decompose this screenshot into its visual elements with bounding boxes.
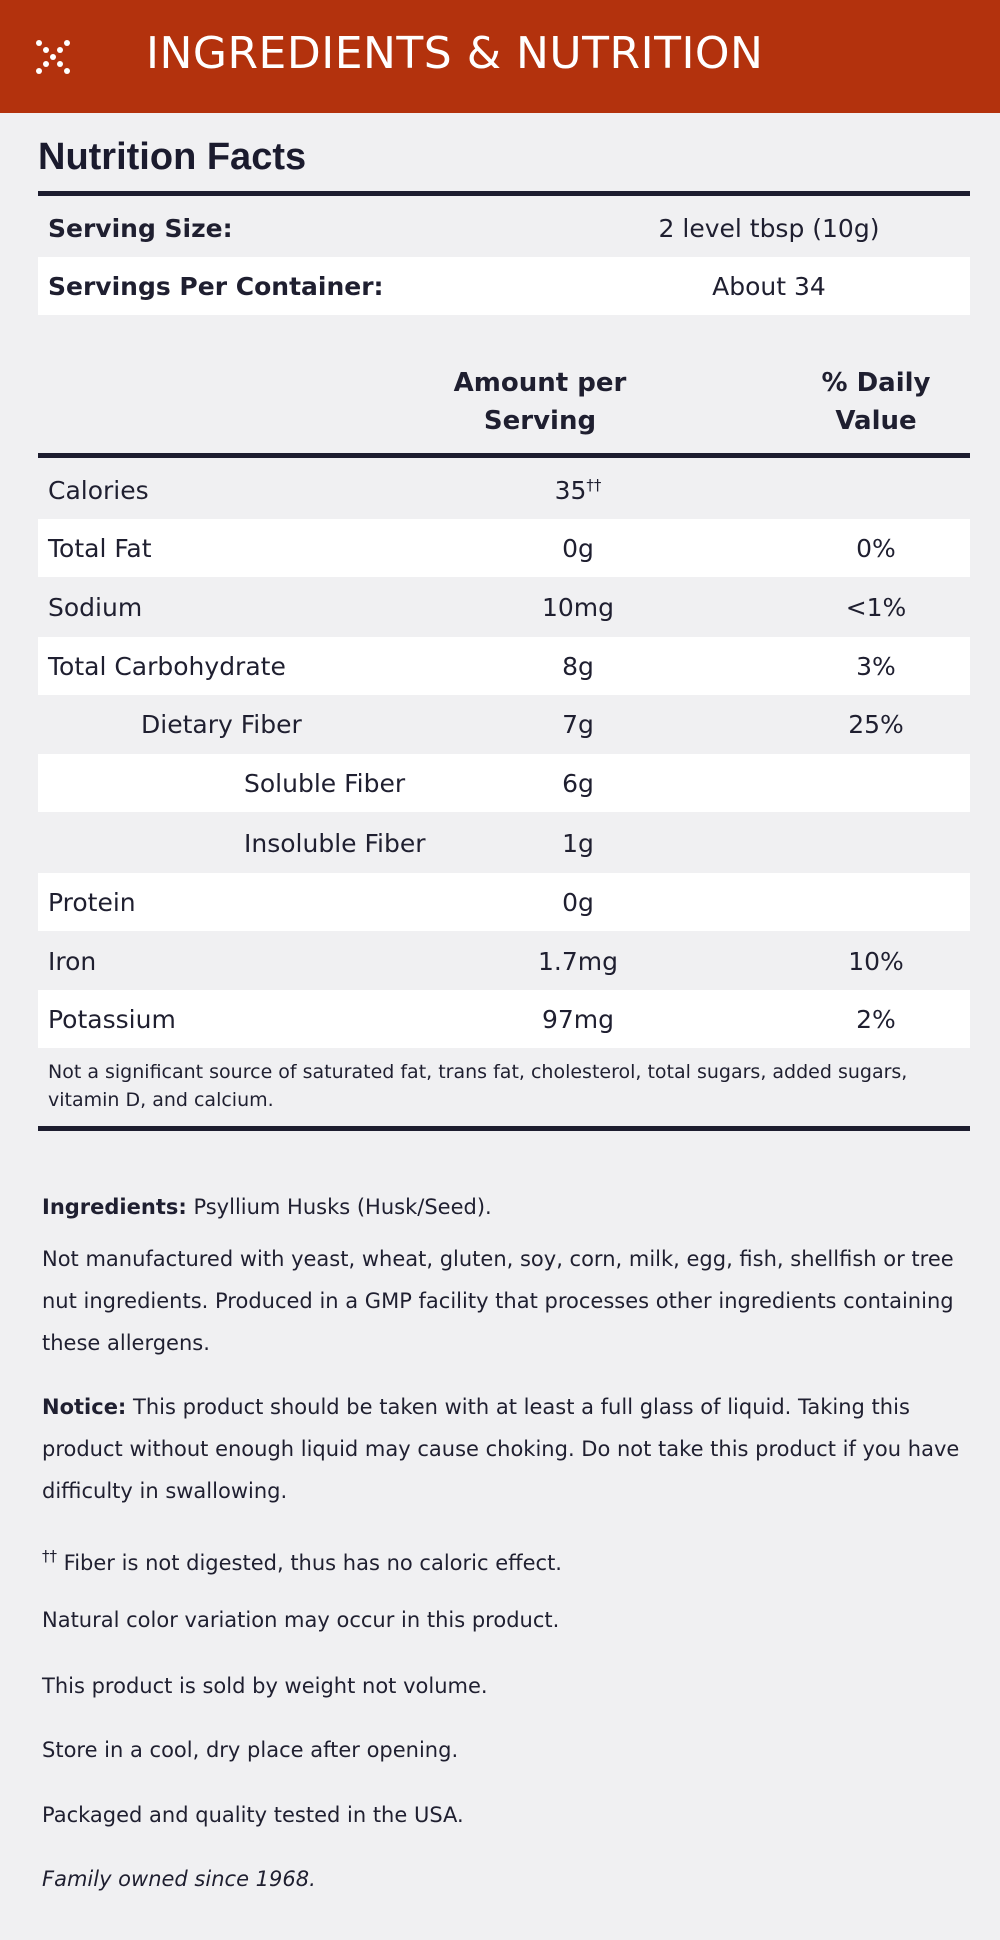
dv-header-line1: % Daily <box>821 368 931 398</box>
serving-size-row <box>38 199 970 257</box>
nutrient-amount: 0g <box>562 887 594 917</box>
nutrition-footnote: Not a significant source of saturated fat, trans fat, cholesterol, total sugars, added sugars, vitamin D, and calcium. <box>48 1061 908 1111</box>
nutrient-label: Sodium <box>48 592 143 622</box>
servings-per-container-label: Servings Per Container: <box>48 271 384 301</box>
nutrient-amount: 6g <box>562 768 594 798</box>
amount-column-header <box>390 364 690 440</box>
packaged-note: Packaged and quality tested in the USA. <box>42 1803 464 1827</box>
nutrient-label: Calories <box>48 475 149 505</box>
notice-label: Notice: <box>42 1395 127 1419</box>
close-icon[interactable] <box>34 38 72 76</box>
color-note: Natural color variation may occur in this product. <box>42 1608 560 1632</box>
nutrient-daily-value: 0% <box>856 533 896 563</box>
daily-value-column-header <box>776 364 976 440</box>
nutrient-amount: 0g <box>562 533 594 563</box>
dagger-mark: †† <box>42 1547 57 1565</box>
nutrient-daily-value: 3% <box>856 651 896 681</box>
nutrient-amount: 1g <box>562 828 594 858</box>
page-title: INGREDIENTS & NUTRITION <box>146 28 764 79</box>
nutrient-label: Soluble Fiber <box>244 768 406 798</box>
table-row-insoluble-fiber <box>38 814 970 872</box>
servings-per-container-value: About 34 <box>712 271 826 301</box>
nutrient-amount <box>428 476 728 505</box>
servings-per-container-row <box>38 257 970 315</box>
nutrient-label: Protein <box>48 887 136 917</box>
notice-text: This product should be taken with at least a full glass of liquid. Taking this product without enough liquid may cause choking. Do not take this product if you have difficulty in swallowing. <box>42 1395 960 1503</box>
calories-value: 35 <box>554 475 587 505</box>
ingredients-label: Ingredients: <box>42 1195 187 1219</box>
table-row-total-fat <box>38 519 970 577</box>
dv-header-line2: Value <box>835 406 917 436</box>
nutrient-amount: 97mg <box>541 1004 615 1034</box>
fiber-note: Fiber is not digested, thus has no caloric effect. <box>57 1551 562 1575</box>
table-row-dietary-fiber <box>38 695 970 753</box>
close-button[interactable] <box>34 38 72 76</box>
nutrient-amount: 10mg <box>541 592 615 622</box>
divider <box>38 1126 970 1131</box>
table-row-total-carbohydrate <box>38 637 970 695</box>
nutrient-label: Dietary Fiber <box>141 709 302 739</box>
weight-note: This product is sold by weight not volume. <box>42 1674 488 1698</box>
amount-header-line2: Serving <box>483 406 597 436</box>
table-row-protein <box>38 873 970 931</box>
table-row-iron <box>38 932 970 990</box>
nutrient-daily-value: 25% <box>848 709 904 739</box>
nutrient-amount: 8g <box>562 651 594 681</box>
nutrient-daily-value: 2% <box>856 1004 896 1034</box>
fiber-note-line <box>42 1535 972 1584</box>
storage-note: Store in a cool, dry place after opening. <box>42 1738 459 1762</box>
serving-size-label: Serving Size: <box>48 213 233 243</box>
divider <box>38 453 970 458</box>
table-row-soluble-fiber <box>38 754 970 812</box>
table-row-sodium <box>38 578 970 636</box>
nutrient-amount: 1.7mg <box>538 946 618 976</box>
dagger-mark: †† <box>586 475 602 494</box>
nutrient-daily-value: 10% <box>848 946 904 976</box>
ingredients-line <box>42 1186 972 1228</box>
nutrient-daily-value: <1% <box>845 592 907 622</box>
nutrient-label: Potassium <box>48 1004 176 1034</box>
divider <box>38 191 970 196</box>
nutrient-label: Total Fat <box>48 533 152 563</box>
table-row-calories <box>38 461 970 519</box>
serving-size-value: 2 level tbsp (10g) <box>658 213 880 243</box>
nutrient-amount: 7g <box>562 709 594 739</box>
nutrient-label: Iron <box>48 946 97 976</box>
modal-header <box>0 0 1000 113</box>
nutrition-facts-title: Nutrition Facts <box>38 136 307 178</box>
family-note: Family owned since 1968. <box>42 1867 316 1891</box>
amount-header-line1: Amount per <box>453 368 627 398</box>
nutrient-label: Insoluble Fiber <box>244 828 426 858</box>
ingredients-text: Psyllium Husks (Husk/Seed). <box>186 1195 492 1219</box>
table-row-potassium <box>38 990 970 1048</box>
nutrient-label: Total Carbohydrate <box>48 651 286 681</box>
allergen-text: Not manufactured with yeast, wheat, gluten, soy, corn, milk, egg, fish, shellfish or tree nut ingredients. Produced in a GMP facility that processes other ingredients containing these allergens. <box>42 1247 954 1355</box>
notice-line <box>42 1386 972 1512</box>
